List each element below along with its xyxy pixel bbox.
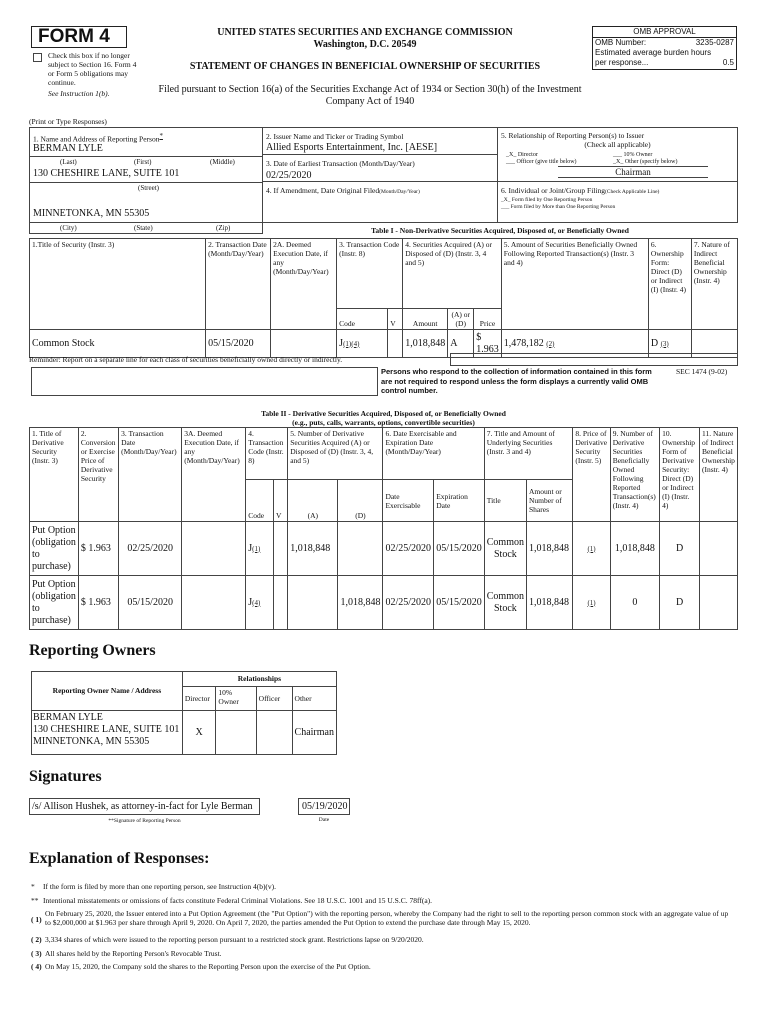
burden-row (593, 48, 736, 68)
burden-label: Estimated average burden hours per response... (595, 48, 712, 67)
issuer-box (262, 127, 498, 155)
burden-value: 0.5 (722, 58, 734, 67)
issuer-label: 2. Issuer Name and Ticker or Trading Symbol (266, 132, 404, 141)
last-label: (Last) (60, 158, 77, 166)
reporting-address: 130 CHESHIRE LANE, SUITE 101 (33, 168, 180, 179)
t1-code: J(1)(4) (337, 330, 388, 358)
ten-pct-header: 10% Owner (216, 687, 256, 711)
relationship-box (497, 127, 738, 182)
t2-header-underlying: 7. Title and Amount of Underlying Securities (Instr. 3 and 4) (484, 428, 573, 480)
reporting-person-label: 1. Name and Address of Reporting Person* (33, 132, 163, 144)
t1-date: 05/15/2020 (206, 330, 271, 358)
t1-header-owned: 5. Amount of Securities Beneficially Owned Following Reported Transaction(s) (Instr. 3 and 4) (501, 239, 648, 330)
t1-sub-aord: (A) or (D) (448, 309, 474, 330)
t2-header-security: 1. Title of Derivative Security (Instr. 3) (30, 428, 79, 522)
reporting-owners-table (31, 671, 337, 755)
t2-r1-owned: 0 (610, 576, 659, 630)
t2-header-number: 5. Number of Derivative Securities Acquired (A) or Disposed of (D) (Instr. 3, 4, and 5) (288, 428, 383, 480)
t1-owned: 1,478,182 (2) (501, 330, 648, 358)
reminder-text: Reminder: Report on a separate line for each class of securities beneficially owned directly or indirectly. (29, 355, 343, 364)
non-derivative-table (29, 238, 738, 358)
t2-r1-exercisable: 02/25/2020 (383, 576, 434, 630)
t1-header-acquired: 4. Securities Acquired (A) or Disposed of (D) (Instr. 3, 4 and 5) (403, 239, 502, 309)
t2-sub-shares: Amount or Number of Shares (527, 480, 573, 522)
t2-sub-d: (D) (338, 480, 383, 522)
owner-director: X (182, 711, 216, 755)
relationships-header: Relationships (182, 672, 336, 687)
reminder-box-right (450, 353, 738, 366)
t2-header-date: 3. Transaction Date (Month/Day/Year) (119, 428, 182, 522)
t2-header-nature: 11. Nature of Indirect Beneficial Ownership (Instr. 4) (700, 428, 738, 522)
t2-sub-exercisable: Date Exercisable (383, 480, 434, 522)
table2-title: Table II - Derivative Securities Acquired, Disposed of, or Beneficially Owned (261, 409, 506, 418)
reporting-owners-heading: Reporting Owners (29, 642, 156, 659)
table-row (32, 711, 337, 755)
t2-header-deemed: 3A. Deemed Execution Date, if any (Month/Day/Year) (182, 428, 246, 522)
owner-name-header: Reporting Owner Name / Address (32, 672, 183, 711)
t2-r1-expiration: 05/15/2020 (434, 576, 485, 630)
t1-header-deemed: 2A. Deemed Execution Date, if any (Month/Day/Year) (271, 239, 337, 330)
t2-sub-expiration: Expiration Date (434, 480, 485, 522)
t1-sub-price: Price (474, 309, 502, 330)
owner-address1: 130 CHESHIRE LANE, SUITE 101 (33, 724, 180, 735)
omb-number: 3235-0287 (695, 38, 734, 47)
footnote-1: ( 1) On February 25, 2020, the Issuer entered into a Put Option Agreement (the "Put Option") with the reporting person, whereby the Company had the right to sell to the reporting person common stock with an aggregate value of up to $2,000,000 at $1.963 per share through April 9, 2020. On April 7, 2020, the parties amended the Put Option to extend the purchase date through May 15, 2020. (31, 909, 729, 927)
signatures-heading: Signatures (29, 768, 102, 785)
owner-info (32, 711, 183, 755)
t2-r1-price: $ 1.963 (78, 576, 118, 630)
relationship-sub: (Check all applicable) (584, 140, 651, 149)
form-title-box (31, 26, 127, 48)
t1-sub-v: V (388, 309, 403, 330)
t1-header-nature: 7. Nature of Indirect Beneficial Ownership (Instr. 4) (691, 239, 737, 330)
city-label: (City) (60, 224, 77, 232)
table-row (30, 576, 738, 630)
director-check: _X_ Director (506, 152, 538, 158)
t2-r0-nature (700, 522, 738, 576)
reporting-person-box (29, 127, 263, 223)
omb-title: OMB APPROVAL (593, 27, 736, 38)
t2-header-code: 4. Transaction Code (Instr. 8) (246, 428, 288, 480)
t2-r0-owned: 1,018,848 (610, 522, 659, 576)
t2-r0-exercisable: 02/25/2020 (383, 522, 434, 576)
t2-r0-expiration: 05/15/2020 (434, 522, 485, 576)
earliest-label: 3. Date of Earliest Transaction (Month/Day/Year) (266, 159, 415, 168)
persons-notice: Persons who respond to the collection of information contained in this form are not required to respond unless the form displays a currently valid OMB control number. (381, 367, 652, 395)
location-labels-row (29, 222, 263, 234)
first-label: (First) (134, 158, 152, 166)
t2-r1-d: 1,018,848 (338, 576, 383, 630)
form-title: FORM 4 (38, 26, 110, 47)
sec-code: SEC 1474 (9-02) (676, 367, 728, 376)
amendment-label: 4. If Amendment, Date Original Filed(Month/Day/Year) (266, 186, 420, 195)
footnote-2: ( 2) 3,334 shares of which were issued to the reporting person pursuant to a restricted stock grant. Restrictions lapse on 9/20/2020. (31, 935, 424, 944)
footnote-3: ( 3) All shares held by the Reporting Person's Revocable Trust. (31, 949, 222, 958)
relationship-label: 5. Relationship of Reporting Person(s) to Issuer (501, 131, 645, 140)
t1-sub-amount: Amount (403, 309, 448, 330)
t2-header-price: 8. Price of Derivative Security (Instr. 5) (573, 428, 610, 522)
t2-r1-nature (700, 576, 738, 630)
agency-name: UNITED STATES SECURITIES AND EXCHANGE COMMISSION (217, 27, 513, 38)
t2-r0-v (273, 522, 287, 576)
t2-r1-security: Put Option (obligation to purchase) (30, 576, 79, 630)
signer-name: /s/ Allison Hushek, as attorney-in-fact for Lyle Berman (32, 801, 253, 812)
earliest-transaction-box (262, 154, 498, 182)
t2-r0-security: Put Option (obligation to purchase) (30, 522, 79, 576)
omb-number-label: OMB Number: (595, 38, 647, 47)
footnote-star: * If the form is filed by more than one reporting person, see Instruction 4(b)(v). (31, 882, 277, 891)
t2-r1-form: D (660, 576, 700, 630)
t2-sub-a: (A) (288, 480, 338, 522)
agency-city: Washington, D.C. 20549 (313, 39, 417, 50)
t1-security: Common Stock (30, 330, 206, 358)
t1-header-security: 1.Title of Security (Instr. 3) (30, 239, 206, 330)
no-longer-subject-checkbox[interactable] (33, 53, 42, 62)
t2-sub-title: Title (484, 480, 526, 522)
derivative-table (29, 427, 738, 630)
zip-label: (Zip) (216, 224, 231, 232)
statement-title: STATEMENT OF CHANGES IN BENEFICIAL OWNERSHIP OF SECURITIES (189, 61, 541, 72)
amendment-box (262, 181, 498, 223)
reporting-city-state: MINNETONKA, MN 55305 (33, 208, 150, 219)
t2-header-form: 10. Ownership Form of Derivative Security: Direct (D) or Indirect (I) (Instr. 4) (660, 428, 700, 522)
t2-header-conversion: 2. Conversion or Exercise Price of Derivative Security (78, 428, 118, 522)
table-row (30, 522, 738, 576)
t2-r0-price: $ 1.963 (78, 522, 118, 576)
t2-header-owned: 9. Number of Derivative Securities Beneficially Owned Following Reported Transaction(s) (Instr. 4) (610, 428, 659, 522)
print-type: (Print or Type Responses) (29, 117, 107, 126)
footnote-double-star: ** Intentional misstatements or omissions of facts constitute Federal Criminal Violations. See 18 U.S.C. 1001 and 15 U.S.C. 78ff(a). (31, 896, 433, 905)
relationship-title: Chairman (558, 166, 708, 178)
table1-title: Table I - Non-Derivative Securities Acquired, Disposed of, or Beneficially Owned (371, 226, 629, 235)
t1-sub-code: Code (337, 309, 388, 330)
group-filing-label: 6. Individual or Joint/Group Filing(Check Applicable Line) (501, 186, 660, 195)
other-check: _X_ Other (specify below) (613, 159, 678, 165)
earliest-date: 02/25/2020 (266, 170, 312, 181)
t2-header-exercisable: 6. Date Exercisable and Expiration Date (Month/Day/Year) (383, 428, 484, 480)
footnote-4: ( 4) On May 15, 2020, the Company sold the shares to the Reporting Person upon the exercise of the Put Option. (31, 962, 371, 971)
omb-box (592, 26, 737, 70)
other-header: Other (292, 687, 336, 711)
t2-r1-title: Common Stock (484, 576, 526, 630)
t1-aord: A (448, 330, 474, 358)
owner-other: Chairman (292, 711, 336, 755)
issuer-name: Allied Esports Entertainment, Inc. [AESE] (266, 142, 438, 153)
filed-pursuant: Filed pursuant to Section 16(a) of the Securities Exchange Act of 1934 or Section 30(h) of the Investment Company Act of 1940 (158, 84, 582, 107)
signature-date-box (298, 798, 350, 815)
table2-subtitle: (e.g., puts, calls, warrants, options, convertible securities) (292, 418, 475, 427)
signature-box (29, 798, 260, 815)
t1-header-date: 2. Transaction Date (Month/Day/Year) (206, 239, 271, 330)
middle-label: (Middle) (210, 158, 235, 166)
ten-pct-check: ___ 10% Owner (613, 152, 653, 158)
t2-r1-deriv-price: (1) (573, 576, 610, 630)
t2-r0-form: D (660, 522, 700, 576)
explanation-heading: Explanation of Responses: (29, 850, 210, 867)
t2-r0-code: J(1) (246, 522, 274, 576)
t2-sub-code: Code (246, 480, 274, 522)
t2-r0-d (338, 522, 383, 576)
reminder-box-left (31, 367, 378, 396)
one-person-filing: _X_ Form filed by One Reporting Person (501, 197, 593, 203)
t1-header-form: 6. Ownership Form: Direct (D) or Indirect (I) (Instr. 4) (648, 239, 691, 330)
owner-address2: MINNETONKA, MN 55305 (33, 736, 150, 747)
t2-r1-shares: 1,018,848 (527, 576, 573, 630)
t1-form: D (3) (648, 330, 691, 358)
t2-r0-deemed (182, 522, 246, 576)
officer-header: Officer (256, 687, 292, 711)
t2-r0-deriv-price: (1) (573, 522, 610, 576)
t1-amount: 1,018,848 (403, 330, 448, 358)
group-filing-box (497, 181, 738, 223)
checkbox-text: Check this box if no longer subject to Section 16. Form 4 or Form 5 obligations may continue. (48, 51, 137, 87)
t1-deemed (271, 330, 337, 358)
t1-header-code: 3. Transaction Code (Instr. 8) (337, 239, 403, 309)
t2-r0-a: 1,018,848 (288, 522, 338, 576)
date-label: Date (318, 817, 330, 823)
t2-r0-date: 02/25/2020 (119, 522, 182, 576)
t2-sub-v: V (273, 480, 287, 522)
checkbox-instruction: See Instruction 1(b). (48, 89, 110, 98)
t2-r1-date: 05/15/2020 (119, 576, 182, 630)
more-persons-filing: ___ Form filed by More than One Reporting Person (501, 204, 616, 210)
owner-officer (256, 711, 292, 755)
owner-ten-pct (216, 711, 256, 755)
t2-r1-a (288, 576, 338, 630)
signature-label: **Signature of Reporting Person (108, 818, 181, 824)
t2-r0-shares: 1,018,848 (527, 522, 573, 576)
t2-r1-deemed (182, 576, 246, 630)
signature-date: 05/19/2020 (302, 801, 348, 812)
street-label: (Street) (138, 184, 159, 192)
t1-v (388, 330, 403, 358)
omb-number-row (593, 38, 736, 48)
officer-check: ___ Officer (give title below) (506, 159, 577, 165)
t1-price: $ 1.963 (474, 330, 502, 358)
t2-r1-code: J(4) (246, 576, 274, 630)
t2-r1-v (273, 576, 287, 630)
director-header: Director (182, 687, 216, 711)
state-label: (State) (134, 224, 153, 232)
reporting-person-name: BERMAN LYLE (33, 143, 103, 154)
owner-name: BERMAN LYLE (33, 712, 103, 723)
t2-r0-title: Common Stock (484, 522, 526, 576)
